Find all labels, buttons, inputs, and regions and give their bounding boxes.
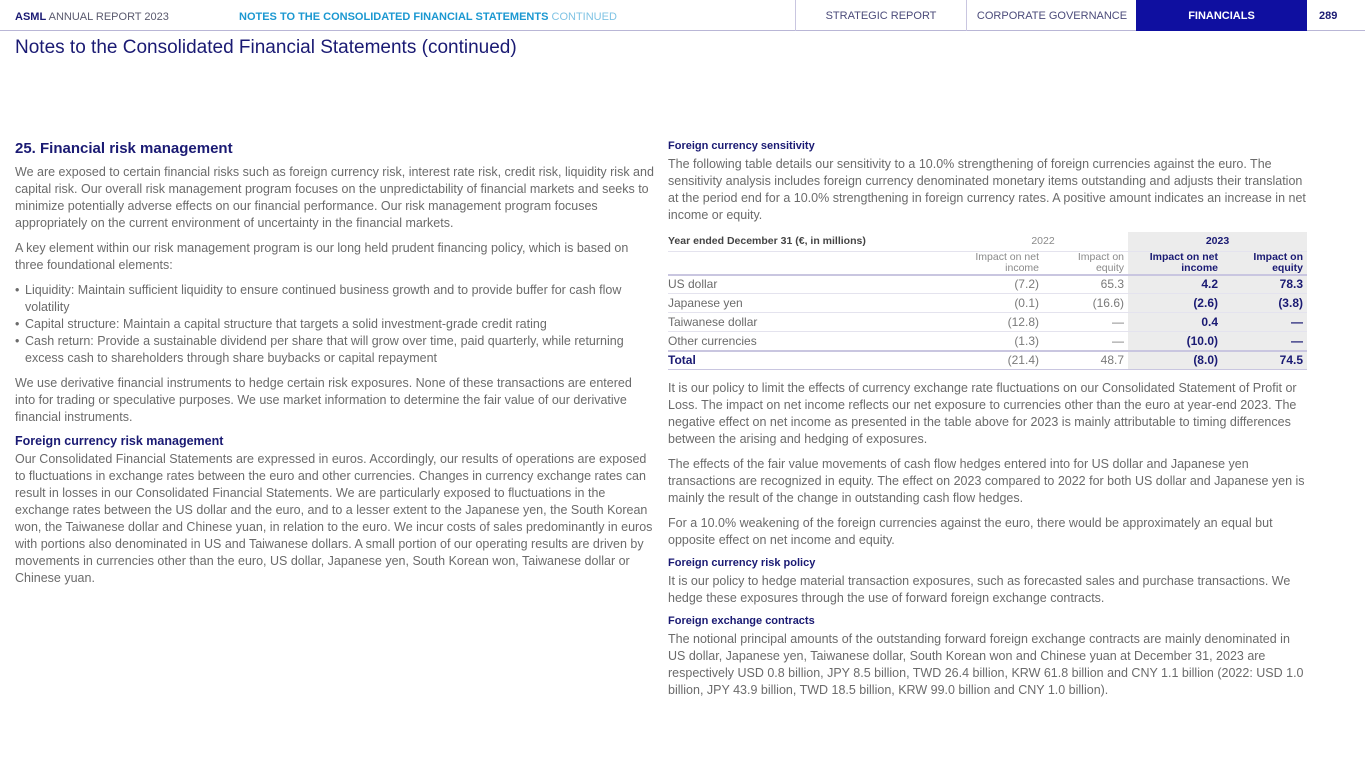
row-label: Other currencies [668,332,958,351]
row-label: Taiwanese dollar [668,313,958,332]
column-group-2022: 2022 [958,232,1128,251]
table-total-row [668,351,1307,370]
cell-ni-2022: (0.1) [958,294,1043,313]
total-ni-2023: (8.0) [1128,351,1222,370]
cell-eq-2023: — [1222,332,1307,351]
cell-eq-2022: — [1043,313,1128,332]
total-ni-2022: (21.4) [958,351,1043,370]
intro-paragraph: We are exposed to certain financial risks such as foreign currency risk, interest rate risk, credit risk, liquidity risk and capital risk. Our overall risk management program focuses on the unpredictability of financial markets and seeks to minimize potentially adverse effects on our financial performance. Our risk management program focuses appropriately on the current environment of uncertainty in the financial markets. [15,165,654,230]
fx-sensitivity-table [668,232,1307,370]
list-item-capital-structure: • Capital structure: Maintain a capital structure that targets a solid investment-grade credit rating [15,316,655,333]
cell-ni-2023: (10.0) [1128,332,1222,351]
cell-ni-2022: (7.2) [958,275,1043,294]
fx-sensitivity-heading: Foreign currency sensitivity [668,140,815,152]
fx-risk-management-heading: Foreign currency risk management [15,434,224,448]
cell-ni-2022: (1.3) [958,332,1043,351]
page-number: 289 [1319,9,1338,22]
cell-eq-2022: — [1043,332,1128,351]
col-equity-2023: Impact on equity [1222,251,1307,275]
table-row [668,275,1307,294]
nav-tab-financials[interactable]: FINANCIALS [1136,0,1307,31]
fx-contracts-paragraph: The notional principal amounts of the outstanding forward foreign exchange contracts are mainly denominated in US dollar, Japanese yen, Taiwanese dollar, South Korean won and Chinese yuan at December 31, 2023 are respectively USD 0.8 billion, JPY 8.5 billion, TWD 26.4 billion, KRW 61.8 billion and CNY 1.1 billion (2022: USD 1.0 billion, JPY 43.9 billion, TWD 18.5 billion, KRW 99.0 billion and CNY 1.0 billion). [668,632,1304,697]
right-column [668,140,1310,707]
section-name: NOTES TO THE CONSOLIDATED FINANCIAL STATEMENTS [239,11,549,23]
table-row [668,332,1307,351]
cell-ni-2023: 0.4 [1128,313,1222,332]
section-breadcrumb[interactable] [239,11,617,23]
fx-contracts-heading: Foreign exchange contracts [668,615,815,627]
cell-eq-2023: 78.3 [1222,275,1307,294]
cell-ni-2023: 4.2 [1128,275,1222,294]
weakening-paragraph: For a 10.0% weakening of the foreign currencies against the euro, there would be approximately an equal but opposite effect on net income and equity. [668,516,1273,547]
section-heading: 25. Financial risk management [15,140,233,157]
col-net-income-2022: Impact on net income [958,251,1043,275]
brand-report-label: ANNUAL REPORT 2023 [46,11,169,23]
financing-policy-paragraph: A key element within our risk management program is our long held prudent financing policy, which is based on three foundational elements: [15,241,629,272]
derivatives-paragraph: We use derivative financial instruments to hedge certain risk exposures. None of these transactions are entered into for trading or speculative purposes. We use market information to determine the fair value of our derivative financial instruments. [15,376,632,424]
cell-eq-2022: (16.6) [1043,294,1128,313]
table-header-years [668,232,1307,251]
table-row [668,294,1307,313]
col-equity-2022: Impact on equity [1043,251,1128,275]
list-item-liquidity: • Liquidity: Maintain sufficient liquidity to ensure continued business growth and to provide buffer for cash flow volatility [15,282,655,316]
total-eq-2023: 74.5 [1222,351,1307,370]
total-label: Total [668,351,958,370]
cell-eq-2023: (3.8) [1222,294,1307,313]
report-brand[interactable] [15,11,169,23]
col-net-income-2023: Impact on net income [1128,251,1222,275]
policy-limit-paragraph: It is our policy to limit the effects of currency exchange rate fluctuations on our Consolidated Statement of Profit or Loss. The impact on net income reflects our net exposure to currencies other than the euro at year-end 2023. The negative effect on net income as presented in the table above for 2023 is mainly attributable to timing differences between the arising and hedging of exposures. [668,381,1297,446]
fx-risk-policy-paragraph: It is our policy to hedge material transaction exposures, such as forecasted sales and purchase transactions. We hedge these exposures through the use of forward foreign exchange contracts. [668,574,1291,605]
cell-eq-2023: — [1222,313,1307,332]
fx-risk-policy-heading: Foreign currency risk policy [668,557,816,569]
list-item-cash-return: • Cash return: Provide a sustainable dividend per share that will grow over time, paid quarterly, while returning excess cash to shareholders through share buybacks or capital repayment [15,333,655,367]
page-title: Notes to the Consolidated Financial Statements (continued) [15,37,517,58]
table-caption: Year ended December 31 (€, in millions) [668,232,958,251]
cash-flow-hedges-paragraph: The effects of the fair value movements of cash flow hedges entered into for US dollar and Japanese yen transactions are recognized in equity. The effect on 2023 compared to 2022 for both US dollar and Japanese yen is mainly the result of the change in outstanding cash flow hedges. [668,457,1305,505]
nav-tab-strategic-report[interactable]: STRATEGIC REPORT [795,0,966,31]
brand-name: ASML [15,11,47,23]
foundational-elements-list [15,282,655,367]
table-header-columns [668,251,1307,275]
nav-tab-corporate-governance[interactable]: CORPORATE GOVERNANCE [966,0,1137,31]
column-group-2023: 2023 [1128,232,1307,251]
row-label: Japanese yen [668,294,958,313]
top-navigation-bar [0,0,1365,31]
total-eq-2022: 48.7 [1043,351,1128,370]
row-label: US dollar [668,275,958,294]
cell-ni-2022: (12.8) [958,313,1043,332]
table-row [668,313,1307,332]
cell-ni-2023: (2.6) [1128,294,1222,313]
fx-risk-management-paragraph: Our Consolidated Financial Statements are expressed in euros. Accordingly, our results of operations are exposed to fluctuations in exchange rates between the euro and other currencies. Changes in currency exchange rates can result in losses in our Consolidated Financial Statements. We are particularly exposed to fluctuations in the exchange rates between the US dollar and the euro, and to a lesser extent to the Japanese yen, the South Korean won, the Taiwanese dollar and Chinese yuan, in relation to the euro. We incur costs of sales predominantly in euros with portions also denominated in US and Taiwanese dollars. A small portion of our operating results are driven by movements in currencies other than the euro, US dollar, Japanese yen, South Korean won, Taiwanese dollar or Chinese yuan. [15,452,653,585]
cell-eq-2022: 65.3 [1043,275,1128,294]
fx-sensitivity-intro: The following table details our sensitivity to a 10.0% strengthening of foreign currencies against the euro. The sensitivity analysis includes foreign currency denominated monetary items outstanding and adjusts their translation at the period end for a 10.0% strengthening in foreign currency rates. A positive amount indicates an increase in net income or equity. [668,157,1306,222]
left-column [15,140,655,595]
section-continued: CONTINUED [548,11,617,23]
